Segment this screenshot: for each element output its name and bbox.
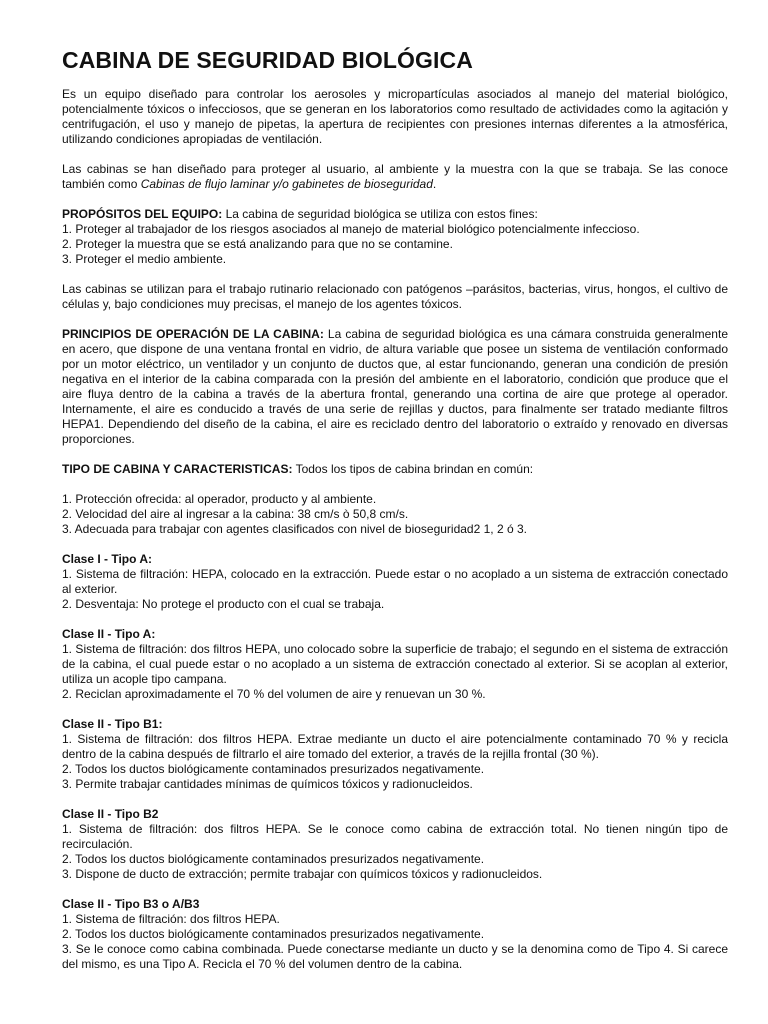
class-heading: Clase II - Tipo A: xyxy=(62,627,156,641)
class-item: 2. Todos los ductos biológicamente contaminados presurizados negativamente. xyxy=(62,762,485,776)
document-title: CABINA DE SEGURIDAD BIOLÓGICA xyxy=(62,47,473,73)
purposes-intro xyxy=(62,207,728,222)
protection-end: . xyxy=(432,177,437,191)
class-heading: Clase II - Tipo B2 xyxy=(62,807,159,821)
usage-paragraph: Las cabinas se utilizan para el trabajo rutinario relacionado con patógenos –parásitos, bacterias, virus, hongos, el cultivo de células y, bajo condiciones muy precisas, el manejo de los agentes tóxicos. xyxy=(62,282,728,311)
purpose-item: 2. Proteger la muestra que se está analizando para que no se contamine. xyxy=(62,237,453,251)
intro-paragraph: Es un equipo diseñado para controlar los aerosoles y micropartículas asociados al manejo del material biológico, potencialmente tóxicos o infecciosos, que se generan en los laboratorios como resultado de actividades como la agitación y centrifugación, el uso y manejo de pipetas, la apertura de recipientes con presiones internas diferentes a la atmosférica, utilizando condiciones apropiadas de ventilación. xyxy=(62,87,728,146)
protection-text: Las cabinas se han diseñado para proteger al usuario, al ambiente y la muestra con la que se trabaja. Se las conoce también como xyxy=(62,162,728,191)
class-item: 1. Sistema de filtración: dos filtros HEPA. Extrae mediante un ducto el aire potencialmente contaminado 70 % y recicla dentro de la cabina después de filtrarlo el aire tomado del exterior, a través de la rejilla frontal (30 %). xyxy=(62,732,728,761)
class-item: 3. Se le conoce como cabina combinada. Puede conectarse mediante un ducto y se la denomina como de Tipo 4. Si carece del mismo, es una Tipo A. Recicla el 70 % del volumen dentro de la cabina. xyxy=(62,942,728,971)
purposes-text: La cabina de seguridad biológica se utiliza con estos fines: xyxy=(222,207,538,221)
protection-italic-names: Cabinas de flujo laminar y/o gabinetes de bioseguridad xyxy=(140,177,433,191)
types-intro xyxy=(62,462,728,477)
class-heading: Clase II - Tipo B1: xyxy=(62,717,163,731)
purpose-item: 3. Proteger el medio ambiente. xyxy=(62,252,227,266)
protection-paragraph xyxy=(62,162,728,192)
principles-text: La cabina de seguridad biológica es una cámara construida generalmente en acero, que dispone de una ventana frontal en vidrio, de altura variable que posee un sistema de ventilación conformado por un motor eléctrico, un ventilador y un conjunto de ductos que, al estar funcionando, generan una condición de presión negativa en el interior de la cabina comparada con la presión del ambiente en el laboratorio, condición que produce que el aire fluya dentro de la cabina a través de la abertura frontal, generando una cortina de aire que protege al operador. Internamente, el aire es conducido a través de una serie de rejillas y ductos, para finalmente ser tratado mediante filtros HEPA1. Dependiendo del diseño de la cabina, el aire es reciclado dentro del laboratorio o extraído y renovado en diversas proporciones. xyxy=(62,327,728,446)
class-item: 3. Permite trabajar cantidades mínimas de químicos tóxicos y radionucleidos. xyxy=(62,777,473,791)
class-heading: Clase II - Tipo B3 o A/B3 xyxy=(62,897,200,911)
type-feature-item: 3. Adecuada para trabajar con agentes clasificados con nivel de bioseguridad2 1, 2 ó 3. xyxy=(62,522,527,536)
class-item: 2. Desventaja: No protege el producto con el cual se trabaja. xyxy=(62,597,385,611)
class-item: 2. Reciclan aproximadamente el 70 % del volumen de aire y renuevan un 30 %. xyxy=(62,687,486,701)
type-feature-item: 1. Protección ofrecida: al operador, producto y al ambiente. xyxy=(62,492,377,506)
class-item: 3. Dispone de ducto de extracción; permite trabajar con químicos tóxicos y radionucleidos. xyxy=(62,867,543,881)
class-item: 2. Todos los ductos biológicamente contaminados presurizados negativamente. xyxy=(62,927,485,941)
class-item: 1. Sistema de filtración: dos filtros HEPA. Se le conoce como cabina de extracción total. No tienen ningún tipo de recirculación. xyxy=(62,822,728,851)
document-page xyxy=(62,46,728,972)
class-item: 1. Sistema de filtración: HEPA, colocado en la extracción. Puede estar o no acoplado a un sistema de extracción conectado al exterior. xyxy=(62,567,728,596)
class-item: 2. Todos los ductos biológicamente contaminados presurizados negativamente. xyxy=(62,852,485,866)
class-heading: Clase I - Tipo A: xyxy=(62,552,153,566)
type-feature-item: 2. Velocidad del aire al ingresar a la cabina: 38 cm/s ò 50,8 cm/s. xyxy=(62,507,409,521)
types-text: Todos los tipos de cabina brindan en común: xyxy=(292,462,534,476)
principles-heading: PRINCIPIOS DE OPERACIÓN DE LA CABINA: xyxy=(62,327,324,341)
purpose-item: 1. Proteger al trabajador de los riesgos asociados al manejo de material biológico potencialmente infeccioso. xyxy=(62,222,640,236)
types-heading: TIPO DE CABINA Y CARACTERISTICAS: xyxy=(62,462,293,476)
class-item: 1. Sistema de filtración: dos filtros HEPA. xyxy=(62,912,280,926)
principles-paragraph xyxy=(62,327,728,447)
class-item: 1. Sistema de filtración: dos filtros HEPA, uno colocado sobre la superficie de trabajo; el segundo en el sistema de extracción de la cabina, el cual puede estar o no acoplado a un sistema de extracción conectado al exterior. Si se acoplan al exterior, utiliza un acople tipo campana. xyxy=(62,642,728,686)
purposes-heading: PROPÓSITOS DEL EQUIPO: xyxy=(62,207,223,221)
